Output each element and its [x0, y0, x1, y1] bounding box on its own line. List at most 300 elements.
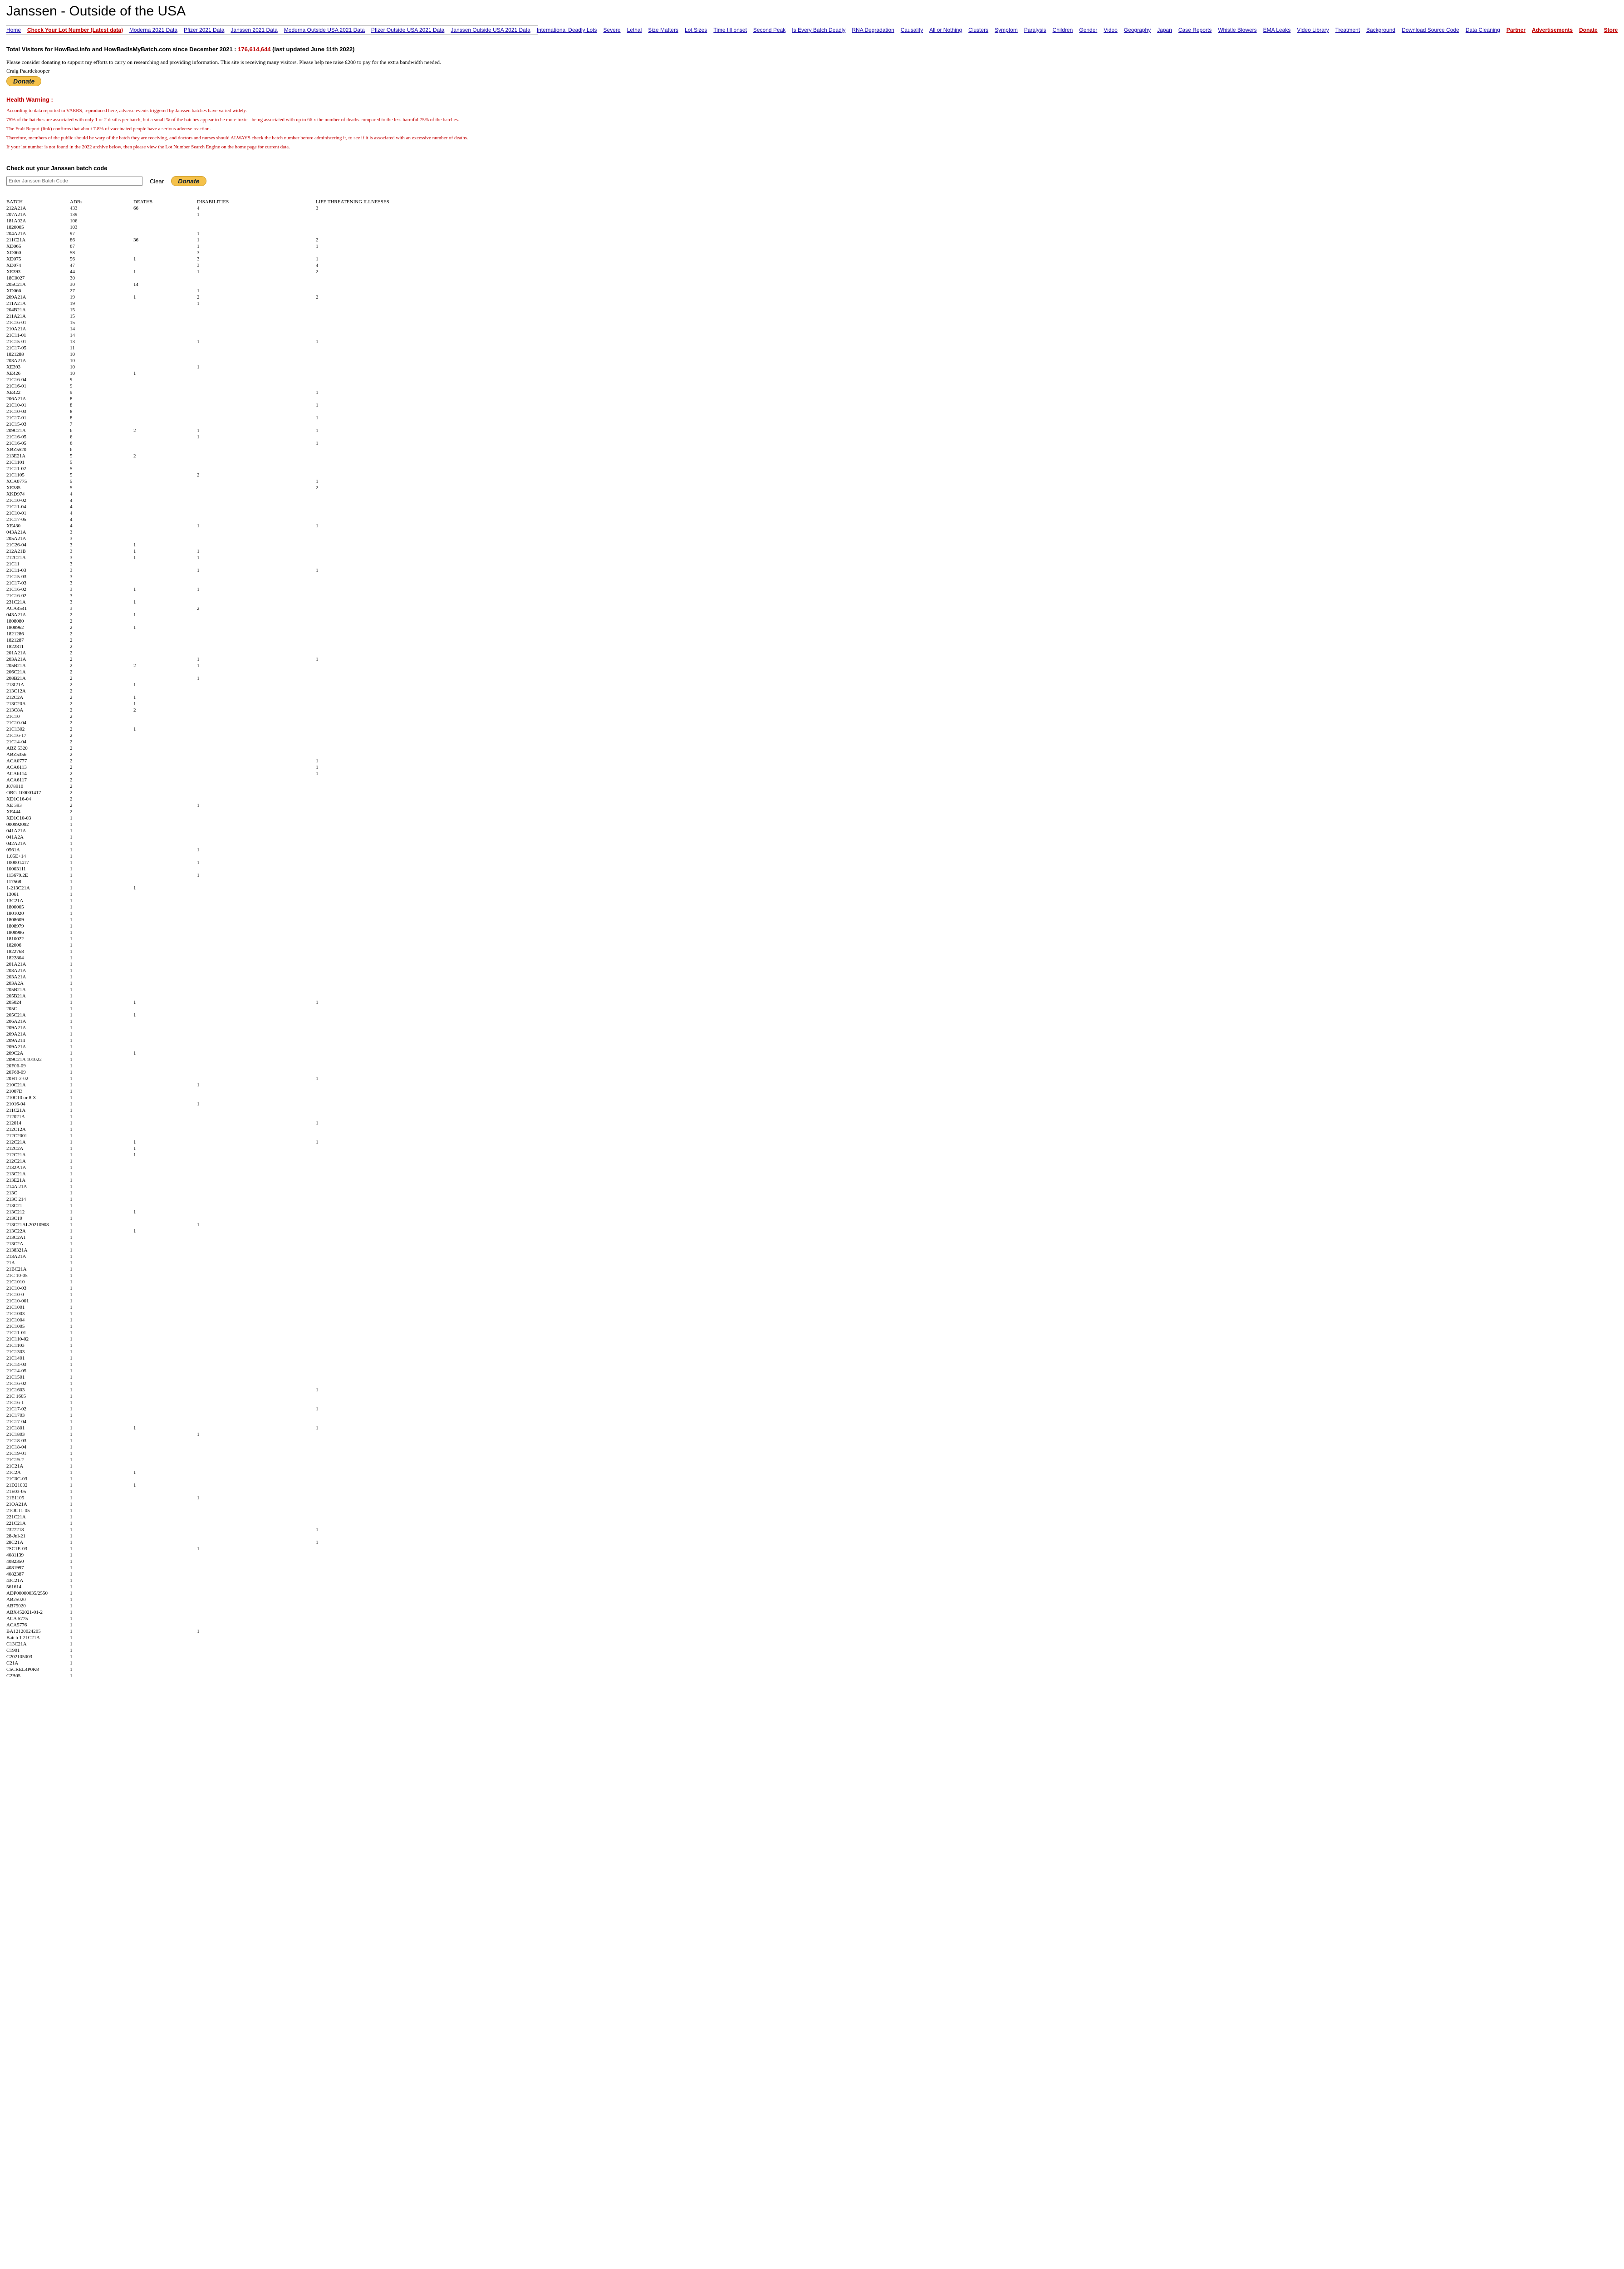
nav-link[interactable]: Geography: [1124, 27, 1151, 33]
table-cell: [197, 1425, 316, 1431]
nav-link[interactable]: Clusters: [968, 27, 989, 33]
table-cell: 8: [70, 403, 73, 408]
table-cell: [316, 1088, 407, 1095]
nav-link[interactable]: Symptom: [995, 27, 1018, 33]
table-cell: [197, 1501, 316, 1508]
table-cell: [197, 1253, 316, 1260]
nav-link[interactable]: Treatment: [1335, 27, 1360, 33]
table-row: [6, 211, 407, 218]
nav-link[interactable]: Children: [1052, 27, 1073, 33]
table-cell: C202105003: [6, 1654, 32, 1660]
table-cell: [197, 631, 316, 637]
table-cell: [133, 872, 197, 879]
table-cell: 21C10-01: [6, 403, 26, 408]
table-row: [6, 1018, 407, 1025]
table-cell: 1: [70, 949, 73, 954]
nav-link[interactable]: Store: [1604, 27, 1618, 33]
table-cell: [133, 993, 197, 999]
table-cell: [316, 923, 407, 929]
table-cell: [316, 1095, 407, 1101]
table-cell: [316, 1533, 407, 1539]
nav-link[interactable]: Second Peak: [753, 27, 786, 33]
table-cell: ORG-100001417: [6, 790, 41, 796]
table-cell: [197, 758, 316, 764]
table-cell: [133, 307, 197, 313]
nav-link[interactable]: Pfizer Outside USA 2021 Data: [371, 27, 445, 33]
nav-link[interactable]: Home: [6, 27, 21, 33]
table-cell: [316, 720, 407, 726]
table-cell: 1: [70, 1133, 73, 1139]
batch-search-row: [6, 176, 538, 186]
table-cell: 1: [70, 923, 73, 929]
table-cell: 1822811: [6, 644, 24, 649]
table-cell: [316, 1565, 407, 1571]
nav-link[interactable]: Lot Sizes: [684, 27, 707, 33]
table-cell: 28C21A: [6, 1540, 24, 1545]
table-cell: [133, 510, 197, 516]
table-cell: [197, 942, 316, 948]
table-row: [6, 1285, 407, 1292]
header-deaths[interactable]: DEATHS: [133, 199, 153, 205]
table-cell: [197, 510, 316, 516]
table-cell: 21C1005: [6, 1324, 25, 1329]
table-cell: [133, 1215, 197, 1222]
table-cell: 1: [197, 523, 200, 529]
table-cell: 21C18-04: [6, 1444, 26, 1450]
table-cell: [316, 1292, 407, 1298]
table-cell: 1: [70, 1349, 73, 1355]
table-row: [6, 1050, 407, 1056]
table-cell: [133, 1476, 197, 1482]
table-cell: [133, 1082, 197, 1088]
table-cell: [197, 726, 316, 732]
table-row: [6, 1380, 407, 1387]
table-cell: 1: [70, 1572, 73, 1577]
table-cell: 1: [133, 1483, 136, 1488]
table-cell: [133, 421, 197, 427]
table-row: [6, 955, 407, 961]
table-cell: 205B21A: [6, 993, 26, 999]
table-cell: [197, 1184, 316, 1190]
table-cell: [316, 631, 407, 637]
table-cell: [133, 447, 197, 453]
table-cell: [197, 542, 316, 548]
table-row: [6, 1361, 407, 1368]
table-cell: 2: [70, 739, 73, 745]
table-row: [6, 1622, 407, 1628]
table-row: [6, 1628, 407, 1635]
table-row: [6, 1584, 407, 1590]
table-cell: [316, 300, 407, 307]
table-row: [6, 1292, 407, 1298]
table-cell: 210A21A: [6, 326, 26, 332]
table-cell: [197, 1654, 316, 1660]
table-cell: [197, 650, 316, 656]
nav-link[interactable]: Download Source Code: [1402, 27, 1459, 33]
header-batch[interactable]: BATCH: [6, 199, 23, 205]
table-cell: [197, 1088, 316, 1095]
table-cell: 21C16-1: [6, 1400, 24, 1405]
table-cell: 1: [70, 1114, 73, 1120]
nav-link[interactable]: Moderna 2021 Data: [129, 27, 178, 33]
table-cell: [197, 993, 316, 999]
table-row: [6, 764, 407, 771]
nav-link[interactable]: Severe: [603, 27, 621, 33]
header-disabilities[interactable]: DISABILITIES: [197, 199, 229, 205]
nav-link[interactable]: Japan: [1157, 27, 1172, 33]
table-cell: [133, 535, 197, 542]
table-cell: 2: [133, 707, 136, 713]
nav-link[interactable]: Check Your Lot Number (Latest data): [27, 27, 123, 33]
table-cell: [316, 732, 407, 739]
table-cell: 1: [70, 1273, 73, 1278]
table-cell: 213E21A: [6, 453, 26, 459]
table-row: [6, 1596, 407, 1603]
table-cell: [316, 542, 407, 548]
table-cell: 21C 10-05: [6, 1273, 28, 1278]
table-cell: [316, 891, 407, 898]
table-cell: [316, 650, 407, 656]
table-cell: 4: [70, 523, 73, 529]
nav-link[interactable]: Video: [1104, 27, 1118, 33]
nav-link[interactable]: Donate: [1579, 27, 1598, 33]
table-cell: 1: [70, 1108, 73, 1113]
table-cell: 1: [70, 1527, 73, 1532]
table-row: [6, 1419, 407, 1425]
table-cell: [197, 1520, 316, 1527]
table-cell: [316, 1412, 407, 1419]
table-cell: [197, 1025, 316, 1031]
table-row: [6, 904, 407, 910]
table-cell: [197, 1126, 316, 1133]
table-cell: 21C19-01: [6, 1451, 26, 1456]
nav-link[interactable]: International Deadly Lots: [536, 27, 597, 33]
table-cell: 15: [70, 314, 75, 319]
table-cell: 1: [70, 1324, 73, 1329]
table-row: [6, 936, 407, 942]
table-cell: [316, 1266, 407, 1272]
table-cell: [133, 1666, 197, 1673]
nav-link[interactable]: All or Nothing: [929, 27, 962, 33]
table-cell: 2: [70, 803, 73, 808]
donate-button[interactable]: Donate: [6, 76, 41, 86]
table-cell: [316, 1603, 407, 1609]
table-cell: [133, 1107, 197, 1114]
table-cell: [133, 1412, 197, 1419]
table-cell: [133, 618, 197, 624]
table-cell: [133, 1527, 197, 1533]
table-row: [6, 1037, 407, 1044]
nav-link[interactable]: Data Cleaning: [1465, 27, 1500, 33]
table-cell: [197, 516, 316, 523]
table-cell: [197, 440, 316, 447]
table-cell: [316, 1082, 407, 1088]
table-cell: [316, 675, 407, 682]
nav-link[interactable]: RNA Degradation: [852, 27, 894, 33]
table-cell: [197, 1488, 316, 1495]
table-cell: 56: [70, 256, 75, 262]
table-cell: 1: [70, 1127, 73, 1132]
table-cell: 2132A1A: [6, 1165, 26, 1170]
nav-link[interactable]: Advertisements: [1531, 27, 1573, 33]
table-cell: [133, 751, 197, 758]
table-cell: [197, 809, 316, 815]
table-cell: 213E21A: [6, 1178, 26, 1183]
table-cell: 1: [70, 911, 73, 916]
table-cell: [133, 796, 197, 802]
table-cell: C2B05: [6, 1673, 21, 1679]
table-cell: [133, 1533, 197, 1539]
table-cell: [197, 1374, 316, 1380]
table-cell: [197, 1393, 316, 1400]
nav-link[interactable]: Moderna Outside USA 2021 Data: [284, 27, 365, 33]
nav-link[interactable]: Background: [1366, 27, 1396, 33]
table-cell: [197, 713, 316, 720]
table-cell: 21C16-17: [6, 733, 26, 738]
table-cell: 1: [133, 612, 136, 618]
table-cell: 21C16-05: [6, 441, 26, 446]
nav-link[interactable]: Partner: [1506, 27, 1526, 33]
table-cell: 043A21A: [6, 612, 26, 618]
table-cell: 2: [70, 644, 73, 649]
table-cell: 21E03-05: [6, 1489, 26, 1494]
table-row: [6, 1234, 407, 1241]
table-cell: [197, 643, 316, 650]
table-cell: 1: [316, 1540, 319, 1545]
nav-link[interactable]: Size Matters: [648, 27, 678, 33]
table-cell: XD075: [6, 256, 21, 262]
table-cell: [316, 859, 407, 866]
table-cell: [316, 669, 407, 675]
table-row: [6, 1469, 407, 1476]
table-cell: 21C10-0: [6, 1292, 24, 1297]
table-cell: [133, 739, 197, 745]
table-cell: [197, 281, 316, 288]
table-row: [6, 1101, 407, 1107]
table-cell: [316, 872, 407, 879]
table-cell: 221C21A: [6, 1514, 26, 1520]
table-row: [6, 1044, 407, 1050]
nav-link[interactable]: Whistle Blowers: [1218, 27, 1257, 33]
table-cell: 5: [70, 453, 73, 459]
visitor-totals: [6, 46, 538, 53]
nav-link[interactable]: Pfizer 2021 Data: [184, 27, 225, 33]
table-cell: [133, 898, 197, 904]
table-cell: 1: [70, 1057, 73, 1062]
nav-link[interactable]: Janssen Outside USA 2021 Data: [451, 27, 530, 33]
table-cell: [133, 1279, 197, 1285]
table-cell: 58: [70, 250, 75, 255]
nav-link[interactable]: Gender: [1079, 27, 1098, 33]
table-cell: 1: [316, 403, 319, 408]
nav-link[interactable]: Is Every Batch Deadly: [792, 27, 846, 33]
table-cell: C5CREL4P0K8: [6, 1667, 39, 1672]
table-row: [6, 1558, 407, 1565]
table-cell: 1: [70, 1540, 73, 1545]
table-cell: 1: [70, 1216, 73, 1221]
table-cell: [316, 1069, 407, 1076]
table-cell: [197, 326, 316, 332]
table-cell: 21C15-01: [6, 339, 26, 344]
table-cell: [316, 1222, 407, 1228]
table-cell: [316, 815, 407, 821]
table-cell: 67: [70, 244, 75, 249]
table-cell: [133, 326, 197, 332]
table-cell: [197, 1539, 316, 1546]
table-cell: [197, 796, 316, 802]
table-cell: 21C26-04: [6, 542, 26, 548]
table-row: [6, 656, 407, 663]
table-cell: BA12120024205: [6, 1629, 41, 1634]
table-cell: 1: [70, 943, 73, 948]
table-cell: [316, 1584, 407, 1590]
table-cell: [133, 1406, 197, 1412]
batch-code-input[interactable]: [6, 177, 142, 186]
table-cell: [316, 1215, 407, 1222]
table-cell: [133, 1025, 197, 1031]
table-row: [6, 815, 407, 821]
table-row: [6, 459, 407, 466]
table-cell: [133, 1546, 197, 1552]
table-cell: [197, 974, 316, 980]
table-cell: 21C10: [6, 714, 20, 719]
table-cell: 3: [70, 587, 73, 592]
table-row: [6, 1660, 407, 1666]
table-cell: 3: [70, 542, 73, 548]
nav-link[interactable]: Lethal: [627, 27, 642, 33]
table-row: [6, 1133, 407, 1139]
table-cell: 1: [70, 1495, 73, 1501]
nav-link[interactable]: Case Reports: [1178, 27, 1212, 33]
table-cell: 47: [70, 263, 75, 268]
table-cell: 21C10-03: [6, 1286, 26, 1291]
table-cell: 2: [70, 688, 73, 694]
table-cell: 1: [70, 1146, 73, 1151]
table-cell: 1: [197, 663, 200, 668]
table-cell: 042A21A: [6, 841, 26, 846]
table-row: [6, 516, 407, 523]
table-row: [6, 485, 407, 491]
table-cell: 1: [70, 1444, 73, 1450]
table-cell: 209A21A: [6, 1031, 26, 1037]
table-cell: [197, 898, 316, 904]
clear-button[interactable]: Clear: [150, 177, 164, 185]
table-cell: [133, 1596, 197, 1603]
table-row: [6, 713, 407, 720]
table-cell: 212C2001: [6, 1133, 27, 1139]
table-cell: J078910: [6, 784, 24, 789]
table-cell: 2: [70, 746, 73, 751]
table-cell: 21C1003: [6, 1311, 25, 1316]
table-cell: 1: [70, 1222, 73, 1228]
table-cell: XD066: [6, 288, 21, 294]
table-cell: [133, 1114, 197, 1120]
table-cell: [133, 1018, 197, 1025]
nav-link[interactable]: Causality: [900, 27, 923, 33]
table-cell: 8: [70, 415, 73, 421]
table-cell: [316, 1031, 407, 1037]
table-row: [6, 1215, 407, 1222]
table-row: [6, 1387, 407, 1393]
table-cell: [316, 1438, 407, 1444]
table-cell: 15: [70, 320, 75, 325]
table-row: [6, 262, 407, 269]
table-cell: [316, 853, 407, 859]
table-cell: 2: [70, 638, 73, 643]
table-cell: [133, 1355, 197, 1361]
table-cell: [197, 1666, 316, 1673]
table-cell: [133, 1368, 197, 1374]
table-cell: 13061: [6, 892, 19, 897]
table-row: [6, 821, 407, 828]
table-row: [6, 1495, 407, 1501]
table-cell: [316, 847, 407, 853]
table-cell: 1: [70, 1228, 73, 1234]
table-row: [6, 504, 407, 510]
table-cell: [316, 993, 407, 999]
table-row: [6, 1076, 407, 1082]
table-row: [6, 1304, 407, 1311]
table-cell: [197, 1571, 316, 1577]
table-cell: [316, 218, 407, 224]
table-cell: ACA5776: [6, 1622, 27, 1628]
batch-table: [6, 199, 407, 1679]
table-cell: 041A21A: [6, 828, 26, 834]
nav-link[interactable]: Video Library: [1297, 27, 1329, 33]
header-adrs[interactable]: ADRs: [70, 199, 83, 205]
table-row: [6, 345, 407, 351]
header-life-threatening[interactable]: LIFE THREATENING ILLNESSES: [316, 199, 389, 205]
table-cell: 1808080: [6, 619, 24, 624]
table-cell: 1: [133, 701, 136, 707]
nav-link[interactable]: Paralysis: [1024, 27, 1046, 33]
table-cell: 1808979: [6, 923, 24, 929]
table-cell: 204B21A: [6, 307, 26, 313]
table-cell: 117568: [6, 879, 21, 884]
nav-link[interactable]: EMA Leaks: [1263, 27, 1291, 33]
table-cell: 1: [133, 269, 136, 275]
table-cell: 1: [70, 1209, 73, 1215]
table-cell: [133, 1660, 197, 1666]
table-cell: [197, 764, 316, 771]
nav-link[interactable]: Time till onset: [713, 27, 747, 33]
table-cell: 103: [70, 225, 78, 230]
table-cell: [197, 1012, 316, 1018]
table-cell: 2: [70, 752, 73, 757]
donate-button-secondary[interactable]: Donate: [171, 176, 206, 186]
table-cell: [197, 1056, 316, 1063]
nav-link[interactable]: Janssen 2021 Data: [231, 27, 278, 33]
table-cell: [316, 1336, 407, 1342]
table-row: [6, 1025, 407, 1031]
table-cell: [197, 491, 316, 497]
warning-paragraph: The Fralt Report (link) confirms that about 7.8% of vaccinated people have a serious adverse reaction.: [6, 126, 211, 132]
table-cell: [133, 1171, 197, 1177]
table-row: [6, 300, 407, 307]
table-row: [6, 421, 407, 427]
table-row: [6, 1012, 407, 1018]
table-cell: [197, 313, 316, 319]
table-cell: 21BC21A: [6, 1267, 27, 1272]
table-cell: 1: [70, 866, 73, 872]
table-cell: [197, 307, 316, 313]
table-cell: [197, 1190, 316, 1196]
table-cell: [197, 987, 316, 993]
table-cell: [316, 326, 407, 332]
health-warning: [6, 108, 538, 150]
table-cell: [133, 1349, 197, 1355]
warning-paragraph: Therefore, members of the public should be wary of the batch they are receiving, and doctors and nurses should ALWAYS check the batch number before administering it, to see if it is associated with an excessive number of deaths.: [6, 135, 468, 141]
